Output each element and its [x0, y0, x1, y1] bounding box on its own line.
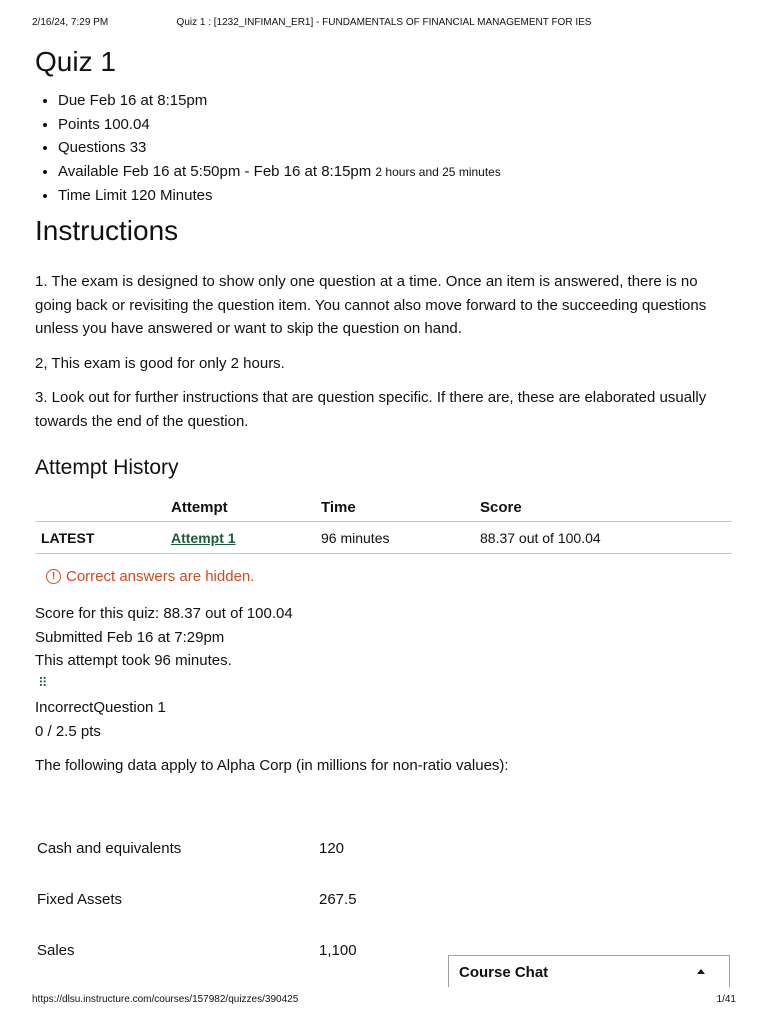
quiz-time-limit	[58, 184, 501, 208]
quiz-points-text: Points 100.04	[58, 115, 150, 133]
quiz-time-limit-text: Time Limit 120 Minutes	[58, 187, 213, 204]
print-header	[0, 17, 768, 31]
question-text: The following data apply to Alpha Corp (in millions for non-ratio values):	[35, 757, 509, 774]
quiz-submitted: Submitted Feb 16 at 7:29pm	[35, 628, 225, 646]
instruction-paragraph: 3. Look out for further instructions that are question specific. If there are, these are elaborated usually towards the end of the question.	[35, 389, 707, 430]
table-header-row	[35, 494, 732, 522]
data-value: 267.5	[319, 891, 357, 908]
instruction-paragraph: 2, This exam is good for only 2 hours.	[35, 354, 285, 372]
table-row	[35, 925, 357, 976]
quiz-due-text: Due Feb 16 at 8:15pm	[58, 92, 208, 109]
quiz-title: Quiz 1	[35, 46, 116, 77]
question-points: 0 / 2.5 pts	[35, 722, 101, 740]
print-date: 2/16/24, 7:29 PM	[32, 17, 109, 28]
quiz-score: Score for this quiz: 88.37 out of 100.04	[35, 605, 293, 622]
quiz-questions-text: Questions 33	[58, 139, 147, 156]
quiz-details-list	[35, 89, 501, 208]
latest-label: LATEST	[35, 522, 171, 554]
table-row	[35, 522, 732, 554]
question-data-table	[35, 823, 357, 976]
data-label: Sales	[37, 942, 75, 959]
quiz-due	[58, 89, 501, 113]
attempt-history-title: Attempt History	[35, 456, 179, 479]
course-chat-label: Course Chat	[459, 964, 549, 981]
notice-text: Correct answers are hidden.	[66, 568, 255, 585]
quiz-available-text: Available Feb 16 at 5:50pm - Feb 16 at 8:15pm	[58, 162, 372, 180]
instruction-paragraph: 1. The exam is designed to show only one question at a time. Once an item is answered, there is no going back or revisiting the question item. You cannot also move forward to the succeeding questions unless you have answered or want to skip the question on hand.	[35, 273, 707, 337]
attempt-history-table	[35, 494, 732, 554]
time-cell: 96 minutes	[321, 522, 480, 554]
drag-handle-icon[interactable]: ⠿	[38, 675, 47, 690]
column-header-attempt: Attempt	[171, 494, 321, 522]
data-value: 120	[319, 840, 345, 857]
data-label: Cash and equivalents	[37, 840, 182, 857]
print-url: https://dlsu.instructure.com/courses/157982/quizzes/390425	[32, 994, 299, 1005]
column-header-score: Score	[480, 494, 732, 522]
course-chat-button[interactable]	[448, 955, 730, 987]
print-page-number: 1/41	[716, 994, 736, 1005]
table-row	[35, 874, 357, 925]
question-header	[35, 696, 166, 743]
score-cell: 88.37 out of 100.04	[480, 522, 732, 554]
column-header-time: Time	[321, 494, 480, 522]
warning-circle-icon: !	[46, 569, 61, 584]
quiz-summary	[35, 602, 293, 673]
quiz-available-duration: 2 hours and 25 minutes	[375, 164, 501, 179]
quiz-points	[58, 113, 501, 137]
table-row	[35, 823, 357, 874]
quiz-duration: This attempt took 96 minutes.	[35, 652, 232, 669]
question-title: IncorrectQuestion 1	[35, 699, 166, 716]
quiz-available	[58, 160, 501, 185]
instructions-title: Instructions	[35, 215, 179, 246]
data-label: Fixed Assets	[37, 891, 123, 908]
correct-answers-hidden-notice	[46, 568, 254, 585]
caret-up-icon	[697, 969, 705, 974]
quiz-questions	[58, 136, 501, 160]
instructions-body	[35, 270, 732, 444]
attempt-cell	[171, 522, 321, 554]
print-title: Quiz 1 : [1232_INFIMAN_ER1] - FUNDAMENTALS OF FINANCIAL MANAGEMENT FOR IES	[176, 17, 592, 28]
data-value: 1,100	[319, 942, 357, 959]
attempt-1-link[interactable]: Attempt 1	[171, 529, 236, 546]
column-header-blank	[35, 494, 171, 522]
